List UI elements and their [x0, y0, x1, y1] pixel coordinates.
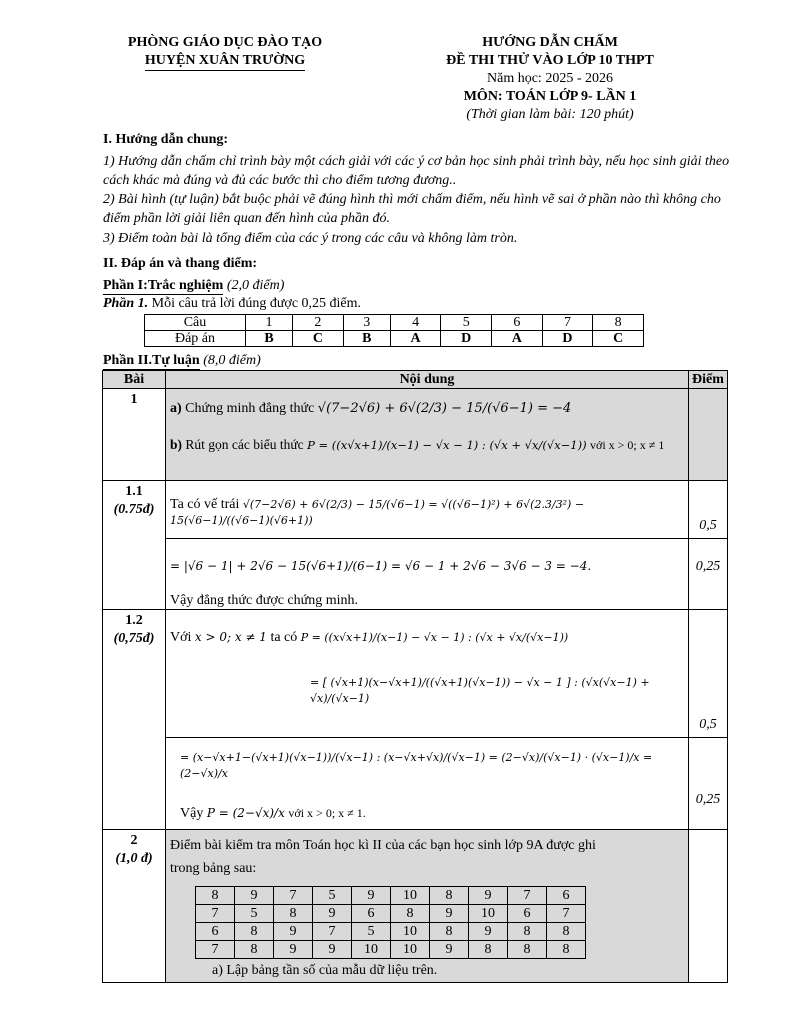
eq-p: P = ((x√x+1)/(x−1) − √x − 1) : (√x + √x/(√x−1)) — [307, 438, 587, 452]
bai11-score2: 0,25 — [689, 539, 728, 610]
score-cell: 6 — [196, 923, 235, 941]
mc-header-row — [145, 315, 644, 331]
bai2-label: 2 — [130, 833, 138, 848]
score-cell: 9 — [313, 905, 352, 923]
mc-cell: Đáp án — [145, 331, 246, 347]
bai12-intro2: ta có — [270, 630, 298, 645]
bai11-step1 — [166, 481, 689, 539]
mc-cell: 8 — [593, 315, 644, 331]
mc-cell: 6 — [492, 315, 543, 331]
score-cell: 9 — [469, 923, 508, 941]
score-cell: 10 — [391, 923, 430, 941]
bai2-text2: trong bảng sau: — [170, 861, 257, 876]
score-cell: 5 — [313, 887, 352, 905]
bai1-a — [170, 395, 684, 423]
bai11-conclusion: Vậy đẳng thức được chứng minh. — [170, 593, 359, 608]
bai2-points: (1,0 đ) — [115, 851, 153, 866]
bai11-step2 — [166, 539, 689, 610]
bai1-score — [689, 389, 728, 481]
score-cell: 10 — [391, 887, 430, 905]
score-cell: 9 — [430, 905, 469, 923]
score-cell: 8 — [235, 941, 274, 959]
row-bai2 — [103, 830, 728, 983]
mc-cell: D — [542, 331, 593, 347]
bai12-score1: 0,5 — [689, 610, 728, 738]
bai12-label-cell — [103, 610, 166, 830]
duration: (Thời gian làm bài: 120 phút) — [466, 107, 634, 122]
row-bai11-a — [103, 481, 728, 539]
bai1-b-label: b) — [170, 437, 183, 452]
header-diem: Điểm — [689, 371, 728, 389]
part1-heading — [103, 278, 284, 295]
mc-cell: B — [343, 331, 390, 347]
guide-p3: 3) Điểm toàn bài là tổng điểm của các ý trong các câu và không làm tròn. — [103, 231, 518, 246]
score-cell: 8 — [547, 941, 586, 959]
mc-cell: 1 — [246, 315, 293, 331]
score-cell: 8 — [508, 923, 547, 941]
bai1-b-cond: với x > 0; x ≠ 1 — [589, 438, 665, 452]
subject-title: MÔN: TOÁN LỚP 9- LẦN 1 — [463, 89, 637, 104]
part1-note: Mỗi câu trả lời đúng được 0,25 điểm. — [151, 296, 362, 311]
mc-cell: 3 — [343, 315, 390, 331]
header-bai: Bài — [103, 371, 166, 389]
bai1-label: 1 — [103, 389, 166, 481]
district-name: HUYỆN XUÂN TRƯỜNG — [145, 52, 305, 71]
bai11-points: (0.75đ) — [113, 502, 155, 517]
mc-cell: D — [441, 331, 492, 347]
score-cell: 8 — [469, 941, 508, 959]
score-cell: 8 — [508, 941, 547, 959]
score-cell: 8 — [274, 905, 313, 923]
row-bai1 — [103, 389, 728, 481]
score-cell: 6 — [547, 887, 586, 905]
mc-answer-row — [145, 331, 644, 347]
bai12-points: (0,75đ) — [113, 631, 155, 646]
score-cell: 5 — [352, 923, 391, 941]
score-cell: 7 — [196, 941, 235, 959]
mc-cell: 7 — [542, 315, 593, 331]
score-cell: 8 — [430, 887, 469, 905]
mc-cell: 2 — [293, 315, 344, 331]
eq-12c: = (x−√x+1−(√x+1)(√x−1))/(√x−1) : (x−√x+√x)/(√x−1) = (2−√x)/(√x−1) · (√x−1)/x = (2−√x)/x — [180, 751, 653, 780]
bai2-content — [166, 830, 689, 983]
score-row — [196, 941, 586, 959]
bai2-score — [689, 830, 728, 983]
eq-p-repeat: P = ((x√x+1)/(x−1) − √x − 1) : (√x + √x/(√x−1)) — [300, 631, 569, 644]
score-row — [196, 923, 586, 941]
bai12-step1 — [166, 610, 689, 738]
section2-title: II. Đáp án và thang điểm: — [103, 256, 258, 271]
header-noi-dung: Nội dung — [166, 371, 689, 389]
guide-p1: 1) Hướng dẫn chấm chỉ trình bày một cách giải với các ý cơ bản học sinh phải trình bày, nếu học sinh giải theo cách khác mà đúng và đủ các bước thì cho điểm tương đương.. — [103, 154, 730, 188]
row-bai12-a — [103, 610, 728, 738]
eq-11a: √(7−2√6) + 6√(2/3) − 15/(√6−1) = √((√6−1)²) + 6√(2.3/3²) − 15(√6−1)/((√6−1)(√6+1)) — [170, 498, 585, 527]
mc-cell: A — [390, 331, 441, 347]
score-cell: 7 — [547, 905, 586, 923]
score-cell: 8 — [547, 923, 586, 941]
bai12-step2 — [166, 738, 689, 830]
part1-points: (2,0 điểm) — [226, 278, 285, 293]
mc-cell: 4 — [390, 315, 441, 331]
doc-title: HƯỚNG DẪN CHẤM — [482, 35, 618, 50]
bai12-cond: x > 0; x ≠ 1 — [194, 630, 267, 644]
bai11-label: 1.1 — [125, 484, 143, 499]
score-cell: 8 — [391, 905, 430, 923]
score-data-table — [195, 886, 586, 959]
bai12-final-cond: với x > 0; x ≠ 1. — [288, 806, 366, 820]
bai1-b-text: Rút gọn các biểu thức — [185, 437, 304, 452]
bai11-label-cell — [103, 481, 166, 610]
eq-12b: = [ (√x+1)(x−√x+1)/((√x+1)(√x−1)) − √x − 1 ] : (√x(√x−1) + √x)/(√x−1) — [310, 676, 650, 705]
score-row — [196, 905, 586, 923]
part2-points: (8,0 điểm) — [203, 353, 261, 368]
score-cell: 8 — [196, 887, 235, 905]
score-cell: 10 — [469, 905, 508, 923]
bai12-intro: Với — [170, 630, 192, 645]
eq-11b: = |√6 − 1| + 2√6 − 15(√6+1)/(6−1) = √6 − 1 + 2√6 − 3√6 − 3 = −4. — [170, 559, 592, 573]
bai12-score2: 0,25 — [689, 738, 728, 830]
score-cell: 7 — [274, 887, 313, 905]
score-cell: 6 — [352, 905, 391, 923]
row-bai11-b — [103, 539, 728, 610]
part1-note-line — [103, 296, 361, 312]
mc-cell: Câu — [145, 315, 246, 331]
eq-final: P = (2−√x)/x — [206, 806, 285, 820]
bai12-line1 — [170, 624, 684, 651]
score-cell: 7 — [313, 923, 352, 941]
score-cell: 8 — [430, 923, 469, 941]
part2-heading — [103, 353, 261, 370]
eq-a: √(7−2√6) + 6√(2/3) − 15/(√6−1) = −4 — [317, 401, 572, 416]
bai2-label-cell — [103, 830, 166, 983]
bai12-final — [180, 806, 684, 822]
bai2-item-a: a) Lập bảng tần số của mẫu dữ liệu trên. — [212, 963, 438, 978]
bai12-final-prefix: Vậy — [180, 806, 204, 821]
part2-title: Phần II.Tự luận — [103, 353, 200, 368]
bai12-label: 1.2 — [125, 613, 143, 628]
bai1-b — [170, 431, 684, 459]
mc-cell: C — [593, 331, 644, 347]
score-cell: 9 — [274, 923, 313, 941]
mc-cell: B — [246, 331, 293, 347]
score-cell: 10 — [391, 941, 430, 959]
mc-answer-table — [144, 314, 644, 347]
part1-label: Phần 1. — [103, 296, 149, 311]
mc-cell: 5 — [441, 315, 492, 331]
score-cell: 9 — [352, 887, 391, 905]
score-cell: 9 — [469, 887, 508, 905]
guide-p2: 2) Bài hình (tự luận) bắt buộc phải vẽ đúng hình thì mới chấm điểm, nếu hình vẽ sai ở phần nào thì không cho điểm phần lời giải liên quan đến hình của phần đó. — [103, 192, 721, 226]
bai2-text1: Điểm bài kiểm tra môn Toán học kì II của các bạn học sinh lớp 9A được ghi — [170, 838, 596, 853]
bai1-a-label: a) — [170, 401, 182, 416]
department-name: PHÒNG GIÁO DỤC ĐÀO TẠO — [127, 35, 323, 50]
section1-title: I. Hướng dẫn chung: — [103, 132, 229, 147]
score-cell: 7 — [508, 887, 547, 905]
score-cell: 9 — [235, 887, 274, 905]
header-right — [400, 34, 700, 124]
score-cell: 9 — [274, 941, 313, 959]
score-cell: 5 — [235, 905, 274, 923]
header-left — [95, 34, 355, 71]
school-year: Năm học: 2025 - 2026 — [487, 71, 613, 86]
score-cell: 6 — [508, 905, 547, 923]
score-row — [196, 887, 586, 905]
score-cell: 9 — [313, 941, 352, 959]
bai1-content — [166, 389, 689, 481]
bai11-score1: 0,5 — [689, 481, 728, 539]
mc-cell: A — [492, 331, 543, 347]
scoring-table — [102, 370, 728, 983]
part1-title: Phần I:Trắc nghiệm — [103, 278, 224, 293]
exam-title: ĐỀ THI THỬ VÀO LỚP 10 THPT — [446, 53, 654, 68]
table-header-row — [103, 371, 728, 389]
score-cell: 9 — [430, 941, 469, 959]
mc-cell: C — [293, 331, 344, 347]
score-cell: 8 — [235, 923, 274, 941]
row-bai12-b — [103, 738, 728, 830]
bai1-a-text: Chứng minh đẳng thức — [185, 401, 315, 416]
bai11-intro: Ta có vế trái — [170, 497, 240, 512]
score-cell: 7 — [196, 905, 235, 923]
score-cell: 10 — [352, 941, 391, 959]
